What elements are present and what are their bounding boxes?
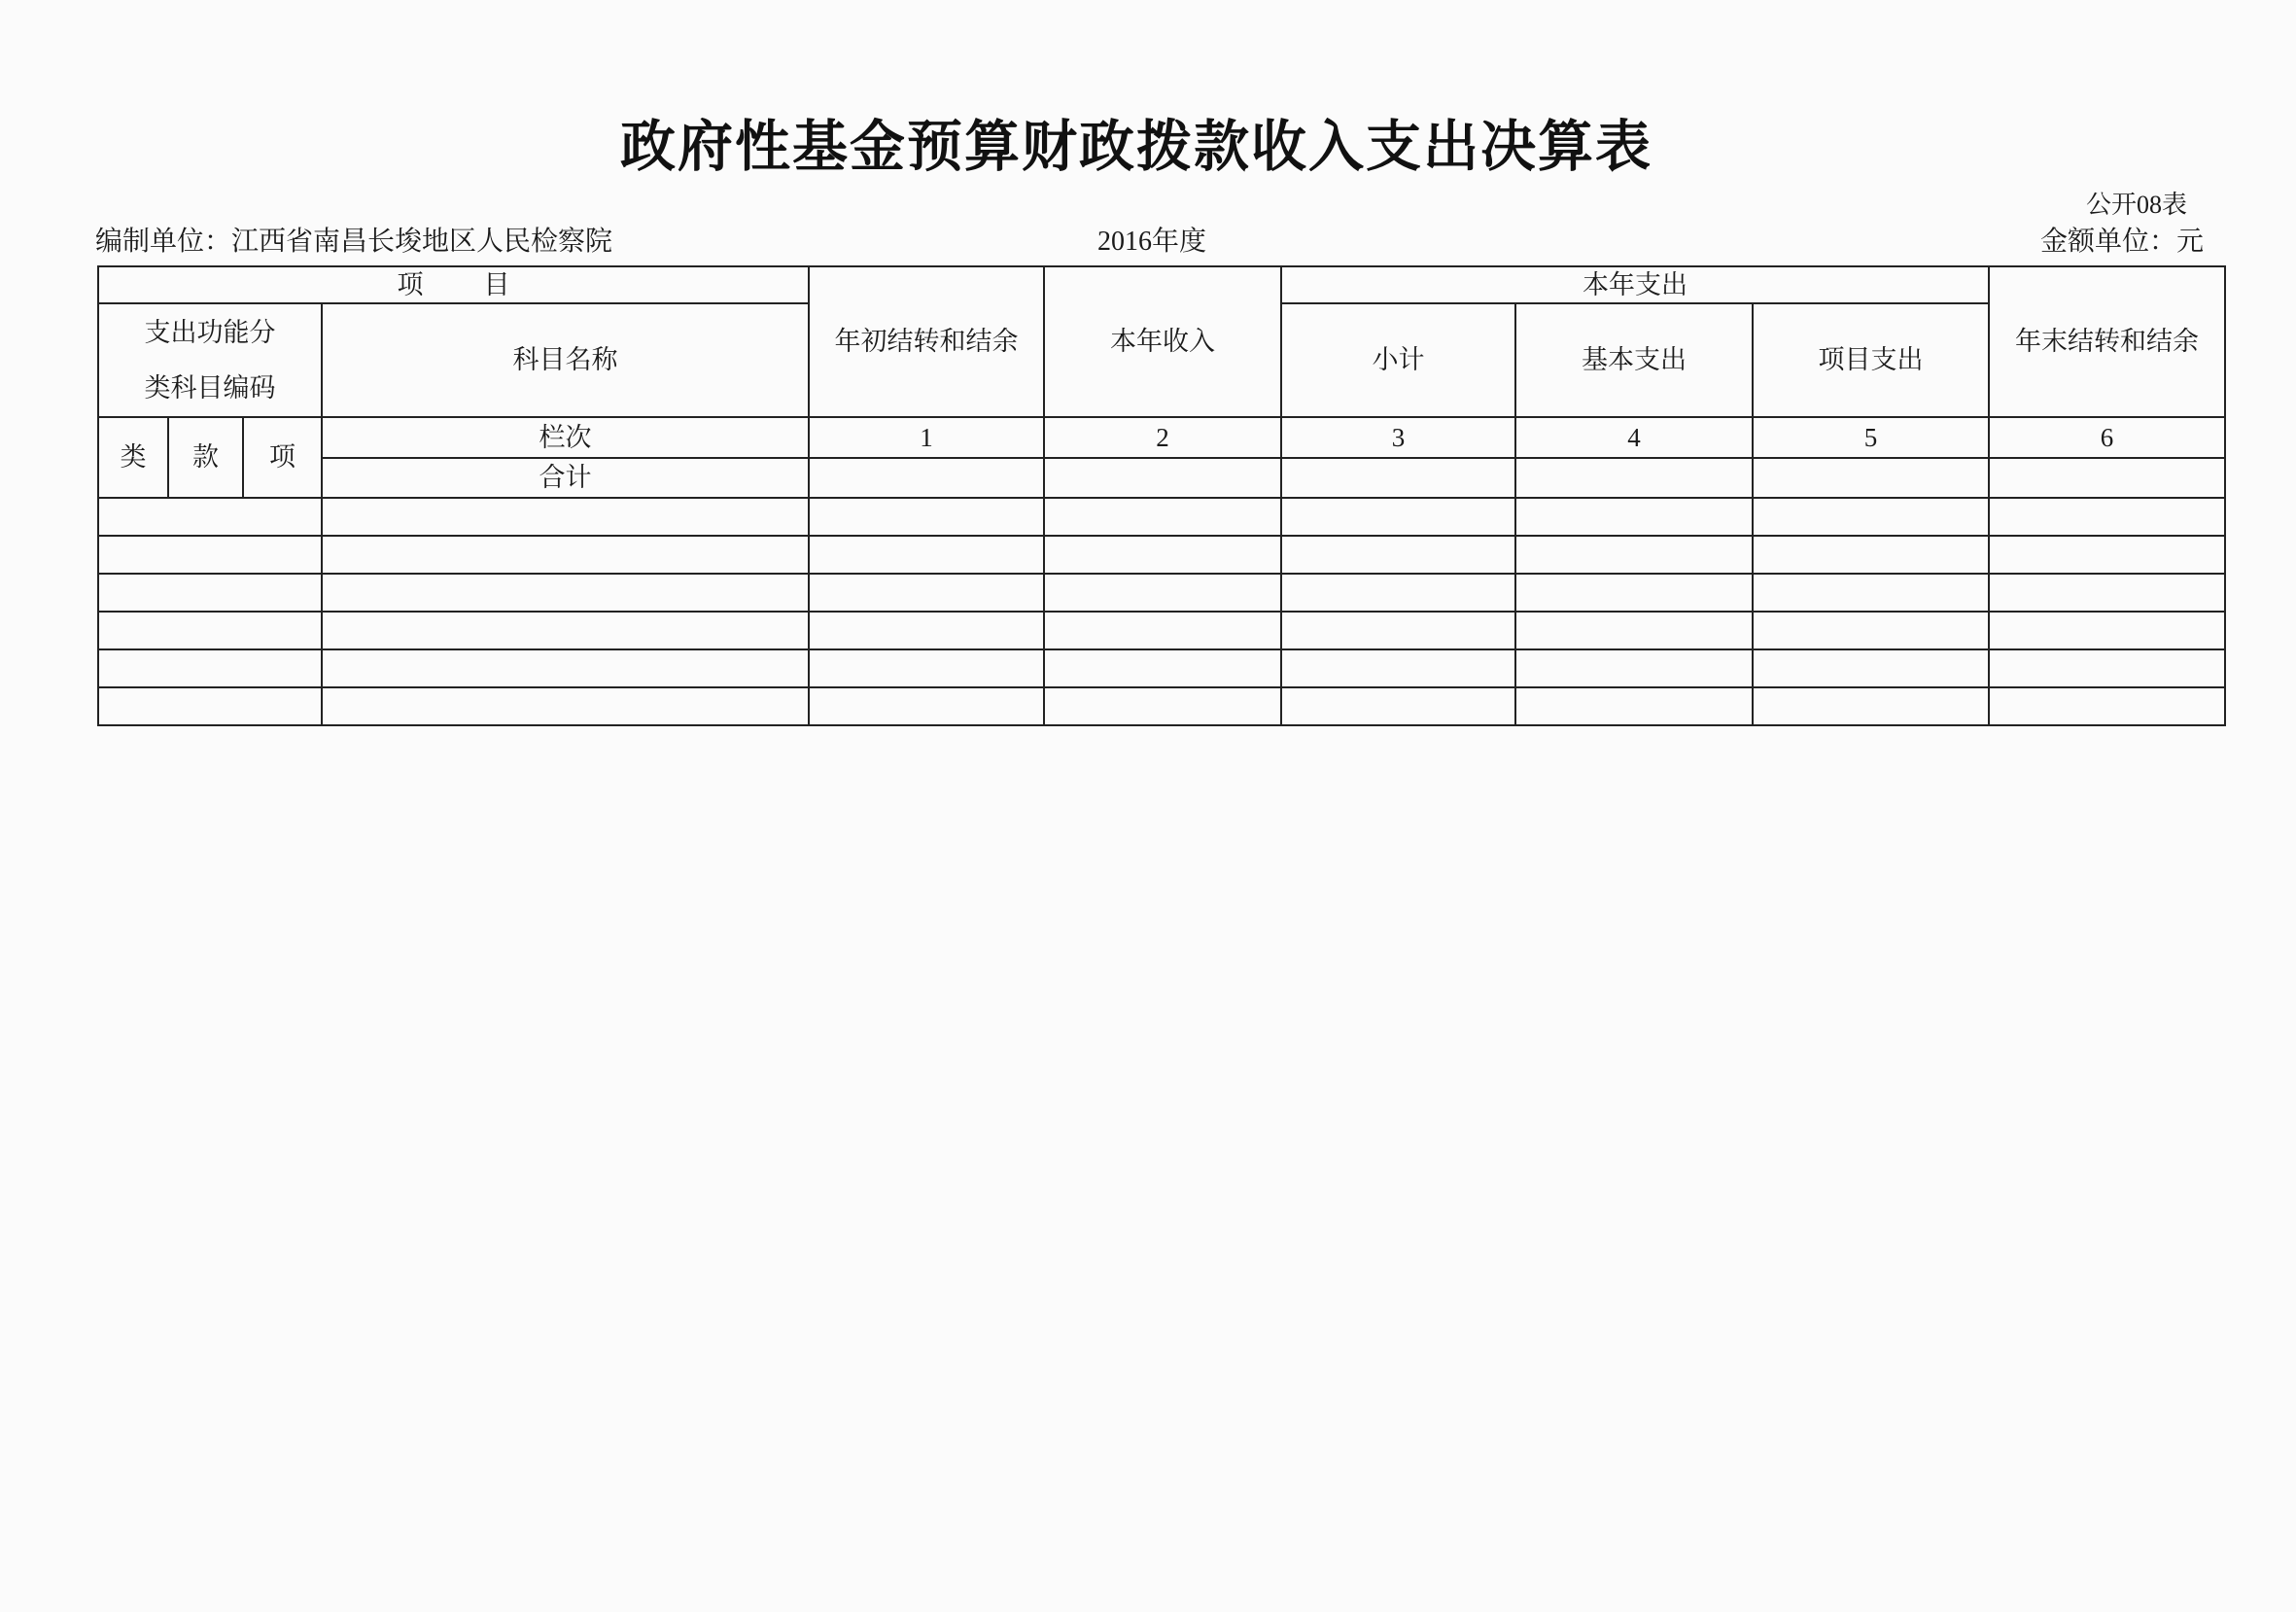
header-function-code-line1: 支出功能分 (144, 317, 276, 347)
table-cell (1989, 612, 2225, 649)
table-cell (1515, 458, 1753, 498)
table-cell (1044, 458, 1281, 498)
table-cell (809, 574, 1044, 612)
table-row (98, 649, 2225, 687)
table-cell (1753, 649, 1989, 687)
table-row (98, 574, 2225, 612)
table-cell (1044, 687, 1281, 725)
column-number-1: 1 (809, 417, 1044, 458)
table-cell (1753, 612, 1989, 649)
form-code: 公开08表 (2085, 191, 2187, 219)
table-cell (1515, 574, 1753, 612)
table-cell (1281, 649, 1515, 687)
header-item-label: 项目 (397, 269, 571, 299)
total-label: 合计 (322, 458, 809, 498)
table-cell (98, 687, 322, 725)
table-cell (322, 574, 809, 612)
header-subject-name: 科目名称 (322, 303, 809, 417)
table-row (98, 687, 2225, 725)
table-cell (322, 687, 809, 725)
column-number-4: 4 (1515, 417, 1753, 458)
table-cell (1989, 536, 2225, 574)
header-project-expense: 项目支出 (1753, 303, 1989, 417)
table-cell (98, 536, 322, 574)
table-cell (809, 649, 1044, 687)
table-cell (1989, 574, 2225, 612)
table-cell (1989, 649, 2225, 687)
column-number-3: 3 (1281, 417, 1515, 458)
table-cell (322, 536, 809, 574)
table-cell (1044, 536, 1281, 574)
header-kuan: 款 (168, 417, 243, 498)
table-cell (1753, 687, 1989, 725)
budget-table (97, 265, 2226, 726)
header-basic-expense: 基本支出 (1515, 303, 1753, 417)
table-row (98, 498, 2225, 536)
table-cell (1281, 687, 1515, 725)
column-number-6: 6 (1989, 417, 2225, 458)
table-cell (1044, 649, 1281, 687)
table-cell (322, 612, 809, 649)
table-cell (1515, 612, 1753, 649)
table-cell (322, 649, 809, 687)
table-cell (1515, 649, 1753, 687)
compiling-unit: 编制单位：江西省南昌长埈地区人民检察院 (95, 227, 613, 257)
table-cell (1515, 498, 1753, 536)
table-cell (1753, 574, 1989, 612)
table-cell (809, 536, 1044, 574)
table-cell (322, 498, 809, 536)
header-item (98, 266, 809, 303)
table-cell (1281, 536, 1515, 574)
table-cell (1753, 498, 1989, 536)
table-row (98, 536, 2225, 574)
table-cell (98, 649, 322, 687)
table-row (98, 612, 2225, 649)
table-cell (1281, 574, 1515, 612)
column-number-row (98, 417, 2225, 458)
table-cell (1515, 536, 1753, 574)
table-cell (809, 612, 1044, 649)
table-cell (809, 687, 1044, 725)
table-cell (1989, 687, 2225, 725)
table-cell (1515, 687, 1753, 725)
table-cell (1989, 498, 2225, 536)
table-cell (809, 458, 1044, 498)
header-subtotal: 小计 (1281, 303, 1515, 417)
amount-unit: 金额单位：元 (2039, 227, 2204, 257)
table-cell (1281, 498, 1515, 536)
table-cell (1989, 458, 2225, 498)
table-cell (1281, 612, 1515, 649)
fiscal-year: 2016年度 (1096, 227, 1206, 257)
table-cell (98, 574, 322, 612)
header-current-income: 本年收入 (1044, 266, 1281, 417)
table-cell (1281, 458, 1515, 498)
header-closing-balance: 年末结转和结余 (1989, 266, 2225, 417)
table-cell (1753, 536, 1989, 574)
table-cell (1044, 612, 1281, 649)
table-cell (1044, 574, 1281, 612)
header-function-code (98, 303, 322, 417)
table-cell (1753, 458, 1989, 498)
header-function-code-line2: 类科目编码 (144, 372, 276, 403)
column-row-label: 栏次 (322, 417, 809, 458)
header-row-1 (98, 266, 2225, 303)
total-row (98, 458, 2225, 498)
column-number-5: 5 (1753, 417, 1989, 458)
column-number-2: 2 (1044, 417, 1281, 458)
table-cell (98, 612, 322, 649)
page-title: 政府性基金预算财政拨款收入支出决算表 (620, 116, 1652, 178)
header-opening-balance: 年初结转和结余 (809, 266, 1044, 417)
table-cell (98, 498, 322, 536)
header-lei: 类 (98, 417, 168, 498)
table-cell (1044, 498, 1281, 536)
header-current-expense: 本年支出 (1281, 266, 1989, 303)
header-xiang: 项 (243, 417, 322, 498)
table-cell (809, 498, 1044, 536)
